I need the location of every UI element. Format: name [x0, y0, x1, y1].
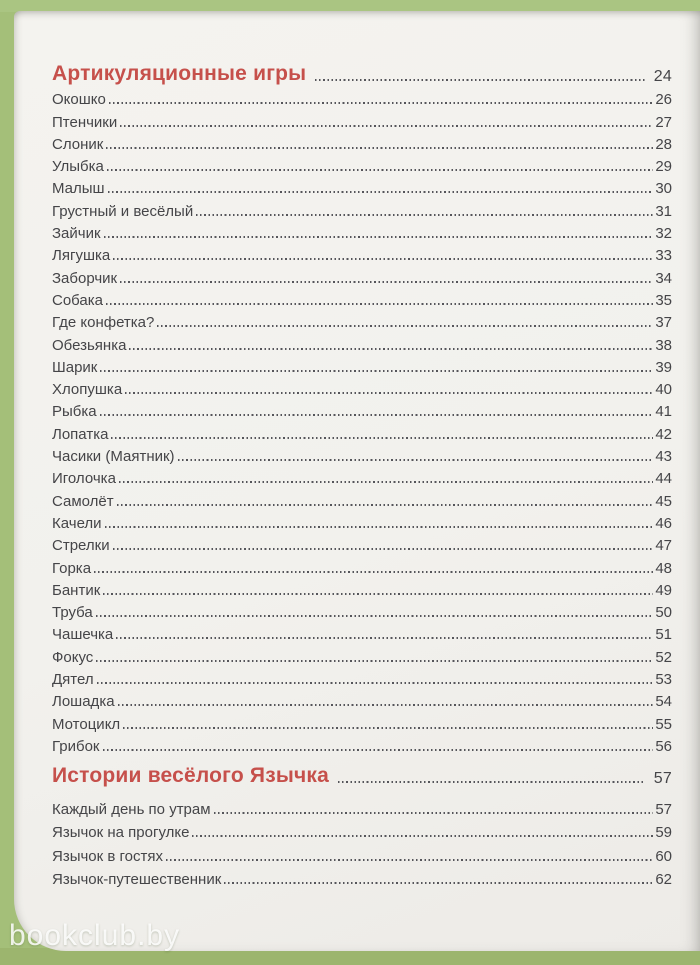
toc-entry-page: 54	[655, 693, 672, 711]
toc-entry-title: Грустный и весёлый	[52, 202, 194, 220]
toc-entry-title: Собака	[52, 291, 103, 309]
toc-entry-title: Часики (Маятник)	[52, 448, 175, 466]
toc-entry-title: Горка	[52, 559, 92, 577]
toc-entry-title: Заборчик	[52, 269, 118, 287]
toc-leader-dots	[100, 414, 654, 416]
toc-entry	[52, 577, 672, 599]
toc-leader-dots	[224, 882, 653, 884]
toc-entry-page: 56	[655, 737, 672, 755]
toc-entry-page: 55	[655, 715, 672, 733]
toc-entry-title: Хлопушка	[52, 381, 123, 399]
table-of-contents	[14, 11, 700, 888]
toc-leader-dots	[120, 281, 653, 283]
toc-leader-dots	[106, 147, 653, 149]
toc-entry-title: Дятел	[52, 671, 94, 689]
toc-section-title: Артикуляционные игры	[52, 62, 307, 85]
toc-entry-title: Обезьянка	[52, 336, 127, 354]
toc-leader-dots	[120, 125, 653, 127]
toc-entry	[52, 398, 672, 420]
toc-entry-title: Рыбка	[52, 403, 97, 421]
toc-entry-page: 27	[655, 113, 672, 131]
toc-entry-page: 30	[655, 180, 672, 198]
toc-section-heading	[52, 56, 672, 86]
toc-entry-title: Язычок-путешественник	[52, 871, 222, 889]
toc-entry	[52, 865, 672, 889]
toc-leader-dots	[125, 392, 653, 394]
toc-leader-dots	[117, 504, 654, 506]
toc-entry-page: 41	[655, 403, 672, 421]
toc-entry-page: 28	[655, 135, 672, 153]
toc-entry-page: 53	[655, 671, 672, 689]
toc-leader-dots	[166, 859, 653, 861]
toc-section-page: 24	[653, 68, 672, 85]
toc-entry	[52, 309, 672, 331]
toc-entry-title: Мотоцикл	[52, 715, 121, 733]
toc-entry-page: 48	[655, 559, 672, 577]
toc-leader-dots	[104, 236, 654, 238]
toc-entry	[52, 465, 672, 487]
toc-entry-title: Лопатка	[52, 425, 109, 443]
toc-entry	[52, 287, 672, 309]
toc-entry	[52, 710, 672, 732]
toc-entry-page: 31	[655, 202, 672, 220]
watermark-text: bookclub.by	[9, 919, 181, 952]
toc-entry	[52, 420, 672, 442]
toc-entry-title: Лошадка	[52, 693, 115, 711]
toc-leader-dots	[103, 593, 653, 595]
toc-entry-title: Труба	[52, 604, 93, 622]
toc-leader-dots	[100, 370, 653, 372]
toc-entry	[52, 331, 672, 353]
toc-entry	[52, 376, 672, 398]
toc-entry-page: 29	[655, 158, 672, 176]
toc-leader-dots	[123, 727, 653, 729]
toc-entry-title: Самолёт	[52, 492, 114, 510]
toc-entry-page: 45	[655, 492, 672, 510]
toc-entry-page: 33	[655, 247, 672, 265]
toc-entry	[52, 220, 672, 242]
toc-entry-title: Бантик	[52, 581, 101, 599]
toc-entry	[52, 354, 672, 376]
toc-leader-dots	[178, 459, 654, 461]
toc-leader-dots	[118, 704, 654, 706]
toc-entry	[52, 733, 672, 755]
toc-entry-title: Зайчик	[52, 225, 101, 243]
toc-entry-page: 37	[655, 314, 672, 332]
toc-entry-title: Каждый день по утрам	[52, 800, 211, 818]
toc-entry	[52, 532, 672, 554]
toc-leader-dots	[107, 169, 653, 171]
toc-leader-dots	[113, 258, 653, 260]
toc-leader-dots	[103, 749, 654, 751]
toc-entry-title: Лягушка	[52, 247, 111, 265]
toc-leader-dots	[109, 102, 653, 104]
toc-entry	[52, 621, 672, 643]
toc-entry	[52, 197, 672, 219]
toc-entry-page: 59	[655, 824, 672, 842]
toc-entry	[52, 242, 672, 264]
toc-leader-dots	[192, 835, 653, 837]
toc-entry	[52, 131, 672, 153]
toc-leader-dots	[196, 214, 653, 216]
toc-entry-page: 60	[655, 847, 672, 865]
toc-leader-dots	[338, 781, 645, 783]
toc-entry	[52, 818, 672, 842]
toc-entry-page: 40	[655, 381, 672, 399]
toc-entry-page: 62	[655, 871, 672, 889]
toc-entry-title: Иголочка	[52, 470, 116, 488]
toc-section-page: 57	[653, 769, 672, 787]
toc-entry	[52, 153, 672, 175]
toc-entry-title: Шарик	[52, 358, 98, 376]
toc-leader-dots	[94, 571, 653, 573]
toc-entry	[52, 510, 672, 532]
toc-entry-title: Язычок на прогулке	[52, 824, 190, 842]
toc-entry	[52, 264, 672, 286]
toc-entry-page: 26	[655, 91, 672, 109]
toc-entry-page: 42	[655, 425, 672, 443]
toc-entry-title: Окошко	[52, 91, 106, 109]
toc-leader-dots	[106, 303, 653, 305]
toc-entry-page: 32	[655, 225, 672, 243]
toc-entry	[52, 666, 672, 688]
toc-entry-page: 38	[655, 336, 672, 354]
toc-entry-title: Грибок	[52, 737, 100, 755]
page-surface	[14, 11, 700, 951]
toc-entry-page: 52	[655, 648, 672, 666]
toc-entry-page: 43	[655, 448, 672, 466]
toc-leader-dots	[315, 79, 644, 81]
toc-entry-title: Фокус	[52, 648, 94, 666]
toc-entry-page: 46	[655, 514, 672, 532]
toc-entry	[52, 487, 672, 509]
toc-entry-title: Птенчики	[52, 113, 118, 131]
toc-entry-title: Стрелки	[52, 537, 110, 555]
toc-entry-page: 39	[655, 358, 672, 376]
toc-leader-dots	[105, 526, 654, 528]
toc-leader-dots	[214, 812, 654, 814]
toc-entry-title: Слоник	[52, 135, 104, 153]
toc-entry	[52, 643, 672, 665]
toc-leader-dots	[96, 615, 654, 617]
toc-leader-dots	[108, 191, 654, 193]
toc-entry	[52, 108, 672, 130]
toc-entry-title: Улыбка	[52, 158, 104, 176]
toc-section	[52, 758, 672, 888]
toc-leader-dots	[96, 660, 653, 662]
toc-entry-page: 50	[655, 604, 672, 622]
toc-leader-dots	[113, 548, 654, 550]
toc-entry-page: 35	[655, 291, 672, 309]
toc-entry	[52, 688, 672, 710]
toc-entry-page: 44	[655, 470, 672, 488]
toc-leader-dots	[157, 325, 653, 327]
toc-entry-page: 57	[655, 800, 672, 818]
toc-entry-title: Язычок в гостях	[52, 847, 163, 865]
toc-leader-dots	[111, 437, 653, 439]
toc-entry-page: 34	[655, 269, 672, 287]
toc-leader-dots	[129, 348, 653, 350]
toc-entry	[52, 841, 672, 865]
toc-entry-title: Малыш	[52, 180, 105, 198]
toc-entry	[52, 794, 672, 818]
toc-entry-title: Качели	[52, 514, 102, 532]
toc-entry-page: 51	[655, 626, 672, 644]
toc-entry	[52, 443, 672, 465]
toc-leader-dots	[119, 481, 653, 483]
toc-entry-page: 47	[655, 537, 672, 555]
toc-entry	[52, 554, 672, 576]
toc-section-title: Истории весёлого Язычка	[52, 763, 329, 787]
toc-leader-dots	[97, 682, 654, 684]
toc-entry-page: 49	[655, 581, 672, 599]
toc-section-heading	[52, 758, 672, 788]
toc-entry	[52, 86, 672, 108]
toc-section	[52, 56, 672, 755]
toc-entry-title: Чашечка	[52, 626, 114, 644]
toc-entry-title: Где конфетка?	[52, 314, 155, 332]
toc-entry	[52, 599, 672, 621]
toc-entry	[52, 175, 672, 197]
toc-leader-dots	[116, 637, 653, 639]
